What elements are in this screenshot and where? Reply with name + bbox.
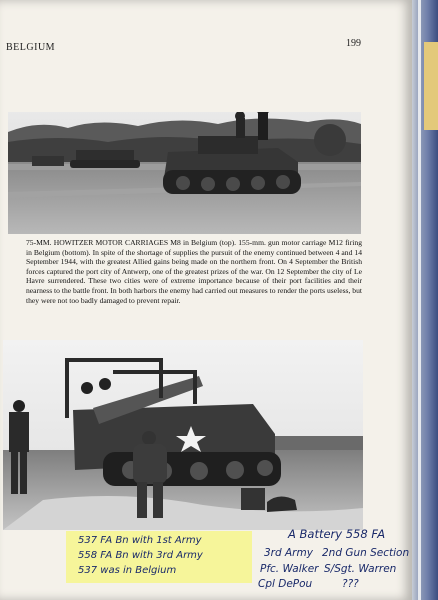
handwritten-sergeant: S/Sgt. Warren	[324, 563, 397, 575]
handwritten-army: 3rd Army	[264, 547, 313, 559]
photo-caption: 75-MM. HOWITZER MOTOR CARRIAGES M8 in Belgium (top). 155-mm. gun motor carriage M12 firing in Belgium (bottom). In spite of the shortage of supplies the pursuit of the enemy continued between 4 and 14 September 1944, with the greatest Allied gains being made on the northern front. On 4 September the British forces captured the port city of Antwerp, one of the greatest prizes of the war. On 12 September the city of Le Havre surrendered. These two cities were of extreme importance because of their port facilities and their nearness to the battle front. In both harbors the enemy had carried out measures to render the ports useless, but they were not too badly damaged to prevent repair.	[26, 238, 362, 305]
handwritten-pfc: Pfc. Walker	[260, 563, 319, 575]
photo-gun-m12	[3, 340, 363, 530]
page-number: 199	[346, 38, 361, 49]
sticky-note-line-2: 558 FA Bn with 3rd Army	[78, 550, 203, 561]
sticky-note	[66, 531, 252, 583]
handwritten-title: A Battery 558 FA	[288, 527, 386, 541]
bookmark-tab	[424, 42, 438, 130]
sticky-note-line-1: 537 FA Bn with 1st Army	[78, 535, 202, 546]
photo-howitzer-m8	[8, 112, 361, 234]
section-header: BELGIUM	[6, 42, 56, 53]
handwritten-question: ???	[342, 578, 359, 590]
sticky-note-line-3: 537 was in Belgium	[78, 565, 177, 576]
handwritten-gun-section: 2nd Gun Section	[322, 547, 410, 559]
handwritten-cpl: Cpl DePou	[258, 578, 313, 590]
